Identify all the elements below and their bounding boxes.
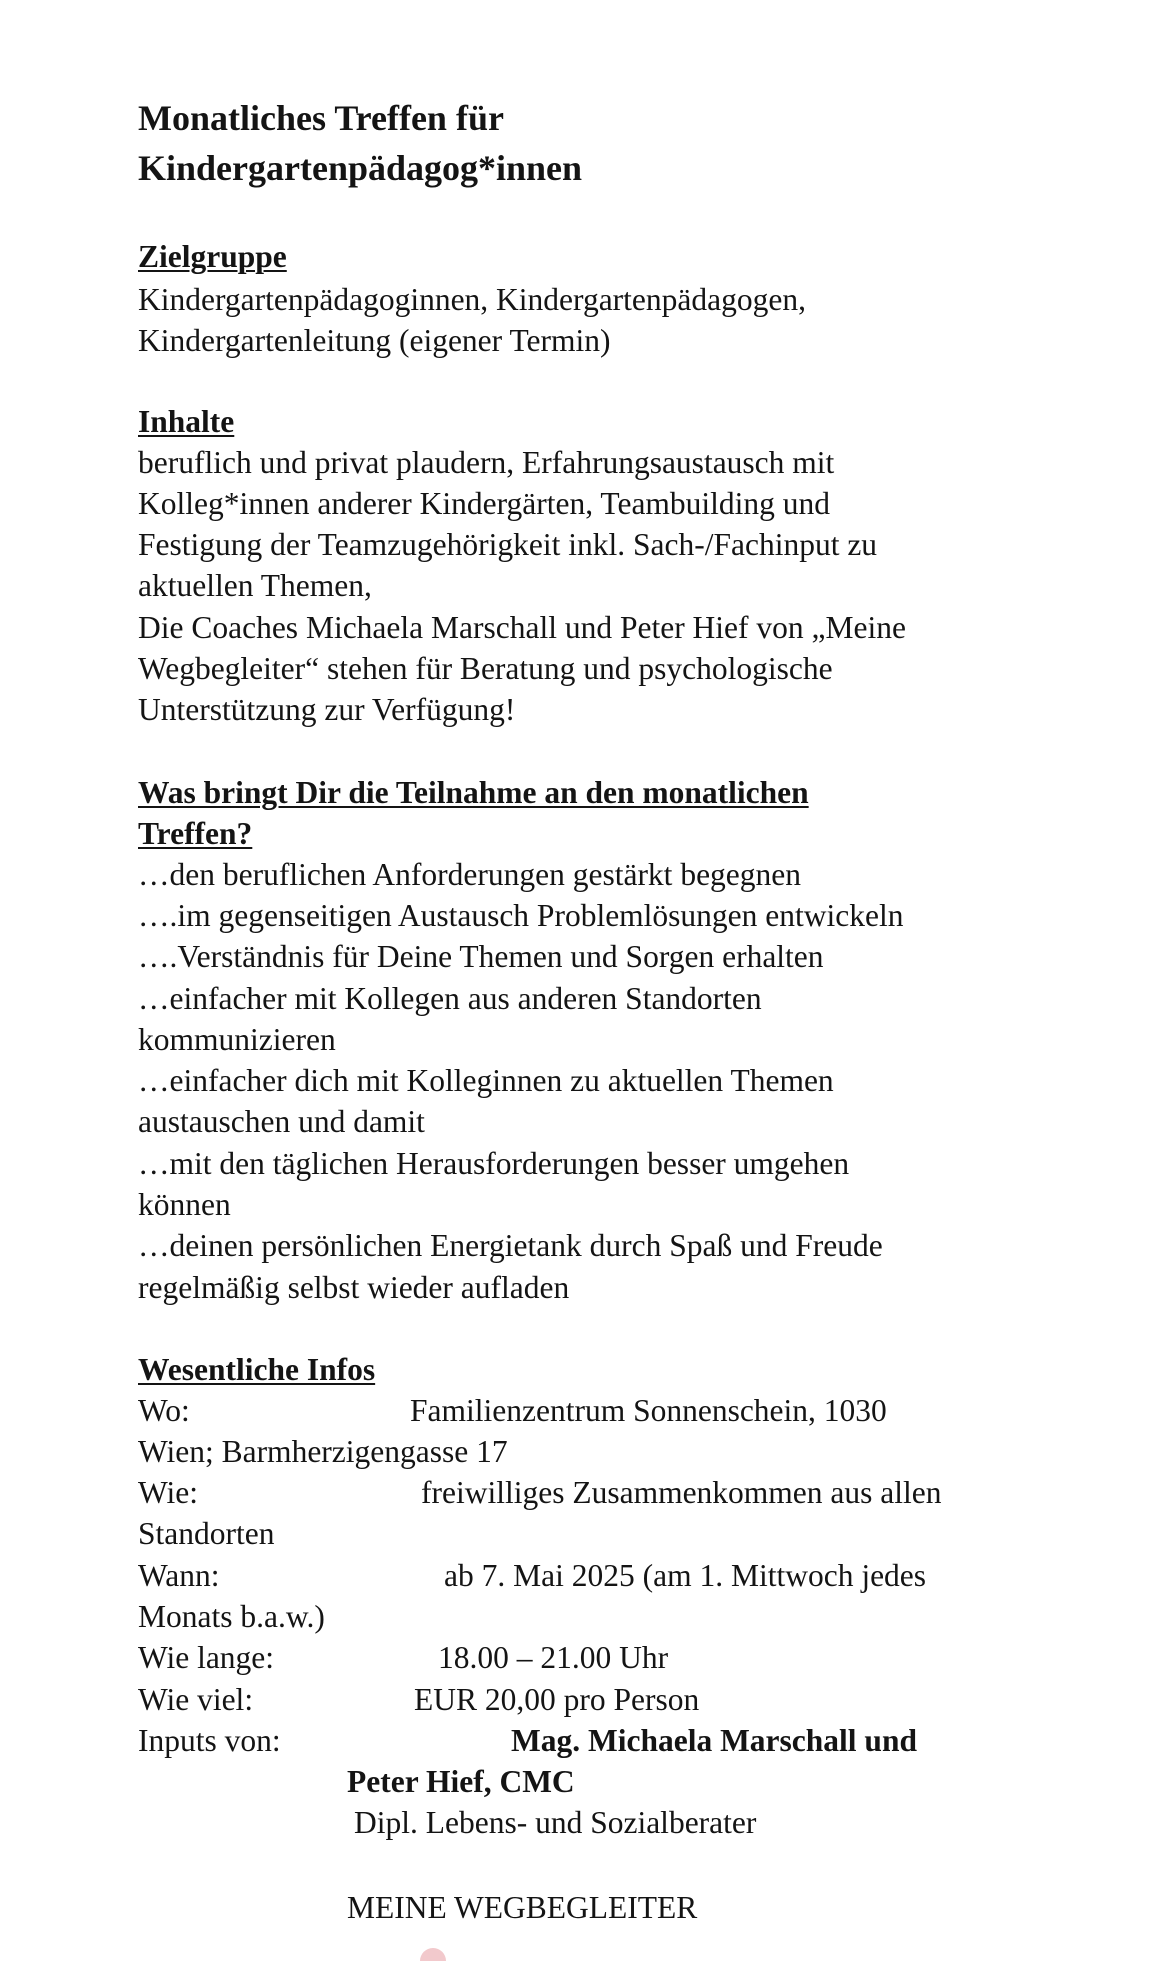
info-cont-wann: Monats b.a.w.) — [138, 1599, 325, 1634]
info-cont-wo: Wien; Barmherzigengasse 17 — [138, 1434, 508, 1469]
info-row-wie-viel — [138, 1679, 700, 1720]
info-row-wann — [138, 1555, 927, 1596]
inhalte-line: Wegbegleiter“ stehen für Beratung und psychologische — [138, 651, 833, 686]
zielgruppe-heading: Zielgruppe — [138, 239, 287, 274]
inhalte-line: Unterstützung zur Verfügung! — [138, 692, 516, 727]
title-line-2: Kindergartenpädagog*innen — [138, 148, 583, 188]
benefits-heading-line-1: Was bringt Dir die Teilnahme an den monatlichen — [138, 775, 809, 810]
info-label-wie-lange: Wie lange: — [138, 1640, 275, 1675]
info-value-wie-viel: EUR 20,00 pro Person — [414, 1682, 700, 1717]
inhalte-heading: Inhalte — [138, 404, 235, 439]
benefit-line: regelmäßig selbst wieder aufladen — [138, 1270, 570, 1305]
info-row-inputs — [138, 1720, 917, 1761]
info-cont-inputs: Peter Hief, CMC — [347, 1764, 575, 1799]
inhalte-line: aktuellen Themen, — [138, 568, 372, 603]
info-row-wo — [138, 1390, 887, 1431]
benefit-line: kommunizieren — [138, 1022, 336, 1057]
benefit-line: …einfacher mit Kollegen aus anderen Standorten — [138, 981, 762, 1016]
info-label-wie-viel: Wie viel: — [138, 1682, 254, 1717]
zielgruppe-line: Kindergartenpädagoginnen, Kindergartenpädagogen, — [138, 282, 806, 317]
info-label-wie: Wie: — [138, 1475, 198, 1510]
benefit-line: können — [138, 1187, 231, 1222]
benefit-line: …deinen persönlichen Energietank durch Spaß und Freude — [138, 1228, 883, 1263]
info-row-wie — [138, 1472, 942, 1513]
benefit-line: austauschen und damit — [138, 1104, 425, 1139]
benefits-heading-line-2: Treffen? — [138, 816, 253, 851]
benefit-line: …einfacher dich mit Kolleginnen zu aktuellen Themen — [138, 1063, 834, 1098]
zielgruppe-line: Kindergartenleitung (eigener Termin) — [138, 323, 611, 358]
info-label-inputs: Inputs von: — [138, 1723, 281, 1758]
brand-name: MEINE WEGBEGLEITER — [347, 1890, 698, 1925]
benefit-line: …den beruflichen Anforderungen gestärkt begegnen — [138, 857, 802, 892]
benefit-line: ….im gegenseitigen Austausch Problemlösungen entwickeln — [138, 898, 904, 933]
inhalte-line: Festigung der Teamzugehörigkeit inkl. Sach-/Fachinput zu — [138, 527, 878, 562]
info-value-wie: freiwilliges Zusammenkommen aus allen — [421, 1475, 942, 1510]
title-line-1: Monatliches Treffen für — [138, 98, 504, 138]
inhalte-line: Kolleg*innen anderer Kindergärten, Teambuilding und — [138, 486, 831, 521]
decorative-shape — [420, 1948, 446, 1961]
info-cont-wie: Standorten — [138, 1516, 275, 1551]
info-label-wo: Wo: — [138, 1393, 190, 1428]
inhalte-line: Die Coaches Michaela Marschall und Peter Hief von „Meine — [138, 610, 906, 645]
info-value-wo: Familienzentrum Sonnenschein, 1030 — [410, 1393, 887, 1428]
info-label-wann: Wann: — [138, 1558, 220, 1593]
info-value-wie-lange: 18.00 – 21.00 Uhr — [438, 1640, 669, 1675]
inhalte-line: beruflich und privat plaudern, Erfahrungsaustausch mit — [138, 445, 835, 480]
info-row-wie-lange — [138, 1637, 669, 1678]
info-role-inputs: Dipl. Lebens- und Sozialberater — [354, 1805, 757, 1840]
info-value-wann: ab 7. Mai 2025 (am 1. Mittwoch jedes — [444, 1558, 927, 1593]
info-value-inputs: Mag. Michaela Marschall und — [511, 1723, 917, 1758]
benefit-line: ….Verständnis für Deine Themen und Sorgen erhalten — [138, 939, 824, 974]
benefit-line: …mit den täglichen Herausforderungen besser umgehen — [138, 1146, 850, 1181]
infos-heading: Wesentliche Infos — [138, 1352, 376, 1387]
